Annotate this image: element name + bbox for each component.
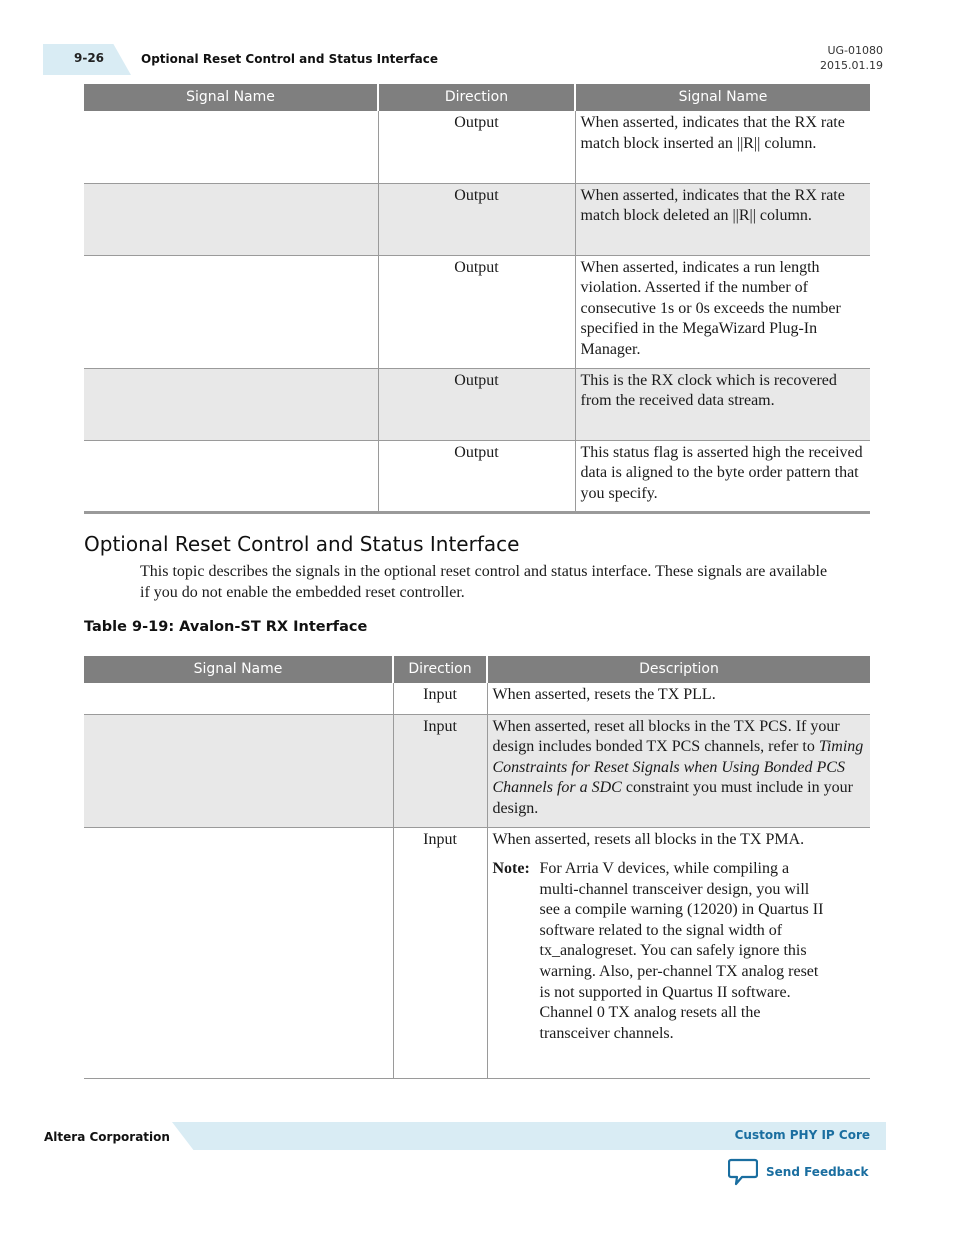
signal-cell bbox=[84, 714, 393, 827]
description-cell bbox=[487, 714, 870, 827]
speech-bubble-icon bbox=[728, 1158, 758, 1186]
table-row bbox=[84, 111, 870, 183]
table-header-row bbox=[84, 84, 870, 111]
description-cell: When asserted, indicates that the RX rate match block deleted an ||R|| column. bbox=[575, 183, 870, 255]
direction-cell: Output bbox=[378, 111, 575, 183]
description-cell: This is the RX clock which is recovered from the received data stream. bbox=[575, 368, 870, 440]
table-row bbox=[84, 683, 870, 714]
cross-reference-link[interactable]: Timing Constraints for Reset Signals when Using Bonded PCS Channels for a SDC bbox=[492, 738, 864, 797]
direction-cell: Input bbox=[393, 683, 487, 714]
description-text: When asserted, reset all blocks in the TX PCS. If your design includes bonded TX PCS channels, refer to bbox=[492, 717, 840, 756]
footer-product-link[interactable]: Custom PHY IP Core bbox=[734, 1128, 870, 1142]
send-feedback-label: Send Feedback bbox=[766, 1165, 869, 1179]
send-feedback-link[interactable] bbox=[728, 1158, 868, 1186]
description-cell: When asserted, indicates a run length violation. Asserted if the number of consecutive 1s or 0s exceeds the number specified in the MegaWizard Plug-In Manager. bbox=[575, 255, 870, 368]
direction-cell: Input bbox=[393, 827, 487, 1078]
table-row bbox=[84, 827, 870, 1078]
direction-cell: Output bbox=[378, 183, 575, 255]
description-text: constraint you must include in your design. bbox=[492, 779, 853, 817]
table-row bbox=[84, 255, 870, 368]
signal-cell bbox=[84, 368, 378, 440]
doc-date: 2015.01.19 bbox=[820, 59, 883, 72]
section-intro: This topic describes the signals in the optional reset control and status interface. These signals are available if you do not enable the embedded reset controller. bbox=[140, 563, 828, 601]
description-cell: This status flag is asserted high the received data is aligned to the byte order pattern that you specify. bbox=[575, 440, 870, 512]
note-label: Note: bbox=[492, 860, 530, 878]
column-header-description: Description bbox=[487, 656, 870, 683]
description-text: When asserted, resets all blocks in the TX PMA. bbox=[492, 830, 805, 848]
table-row bbox=[84, 368, 870, 440]
signal-cell bbox=[84, 255, 378, 368]
table-row bbox=[84, 440, 870, 512]
direction-cell: Output bbox=[378, 368, 575, 440]
signal-table-continued bbox=[84, 84, 870, 514]
page-number: 9-26 bbox=[74, 51, 105, 65]
signal-cell bbox=[84, 183, 378, 255]
signal-cell bbox=[84, 111, 378, 183]
table-header-row bbox=[84, 656, 870, 683]
signal-cell bbox=[84, 440, 378, 512]
signal-cell bbox=[84, 683, 393, 714]
column-header-signal-name: Signal Name bbox=[84, 84, 378, 111]
column-header-description: Signal Name bbox=[575, 84, 870, 111]
column-header-signal-name: Signal Name bbox=[84, 656, 393, 683]
description-cell: When asserted, resets the TX PLL. bbox=[487, 683, 870, 714]
description-cell bbox=[487, 827, 870, 1078]
footer-company: Altera Corporation bbox=[44, 1130, 170, 1144]
doc-number: UG-01080 bbox=[827, 44, 883, 57]
document-id bbox=[820, 43, 883, 73]
direction-cell: Output bbox=[378, 440, 575, 512]
table-row bbox=[84, 714, 870, 827]
section-heading: Optional Reset Control and Status Interface bbox=[84, 532, 520, 556]
signal-cell bbox=[84, 827, 393, 1078]
column-header-direction: Direction bbox=[378, 84, 575, 111]
table-row bbox=[84, 183, 870, 255]
reset-signal-table bbox=[84, 656, 870, 1079]
running-title: Optional Reset Control and Status Interface bbox=[141, 52, 439, 66]
note-block bbox=[493, 859, 866, 1044]
direction-cell: Output bbox=[378, 255, 575, 368]
description-cell: When asserted, indicates that the RX rate match block inserted an ||R|| column. bbox=[575, 111, 870, 183]
direction-cell: Input bbox=[393, 714, 487, 827]
table-caption: Table 9-19: Avalon-ST RX Interface bbox=[84, 619, 368, 635]
column-header-direction: Direction bbox=[393, 656, 487, 683]
note-text: For Arria V devices, while compiling a multi-channel transceiver design, you will see a compile warning (12020) in Quartus II software related to the signal width of tx_analogreset. You can safely ignore this warning. Also, per-channel TX analog reset is not supported in Quartus II software. Channel 0 TX analog resets all the transceiver channels. bbox=[539, 860, 824, 1042]
